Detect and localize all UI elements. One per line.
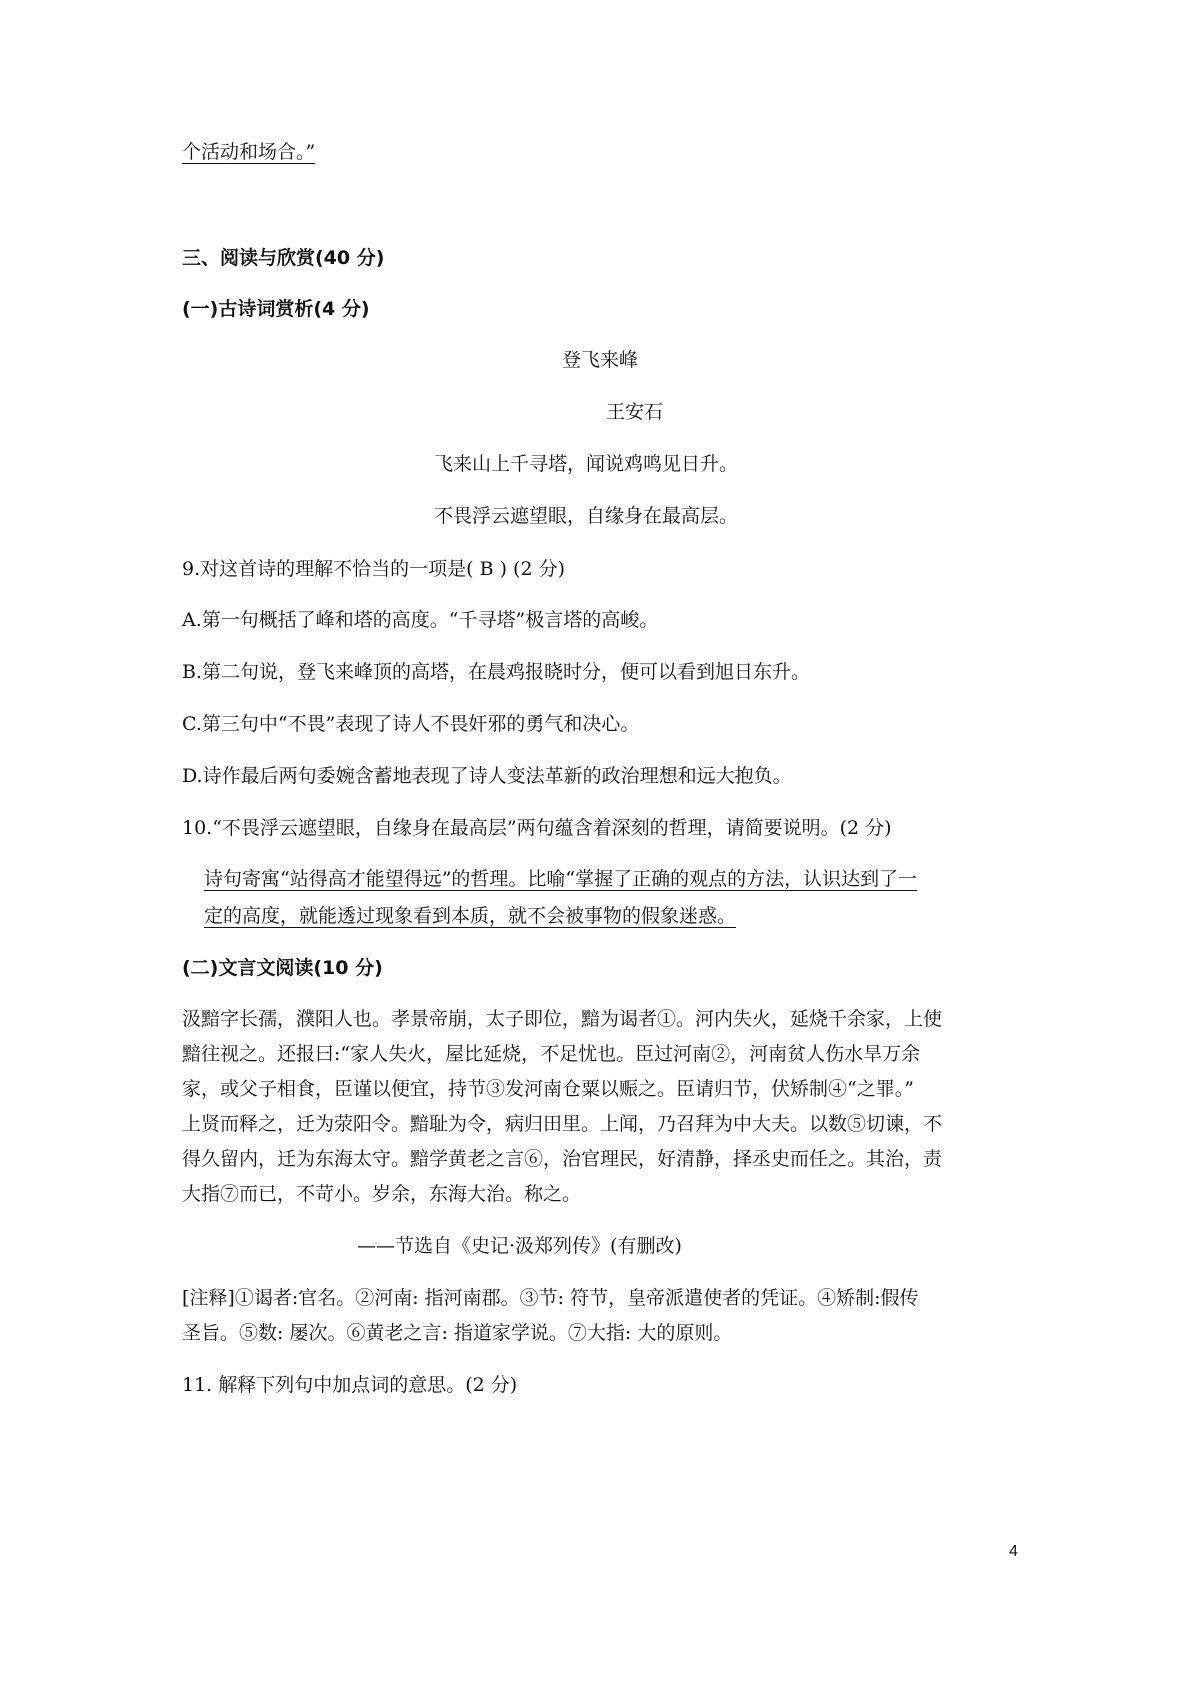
section-heading: 三、阅读与欣赏(40 分) (182, 247, 385, 269)
passage-line: 黯往视之。还报曰:“家人失火，屋比延烧，不足忧也。臣过河南②，河南贫人伤水旱万余 (182, 1043, 921, 1065)
question-10-answer-line-2: 定的高度，就能透过现象看到本质，就不会被事物的假象迷惑。 (204, 905, 737, 927)
question-9-option-a: A.第一句概括了峰和塔的高度。“千寻塔”极言塔的高峻。 (182, 609, 659, 631)
passage-source: ——节选自《史记·汲郑列传》(有删改) (357, 1235, 682, 1257)
continuation-answer-line: 个活动和场合。” (182, 141, 316, 163)
question-11-stem: 11. 解释下列句中加点词的意思。(2 分) (182, 1374, 518, 1396)
annotation-line-2: 圣旨。⑤数: 屡次。⑥黄老之言: 指道家学说。⑦大指: 大的原则。 (182, 1322, 733, 1344)
passage-line: 得久留内，迁为东海太守。黯学黄老之言⑥，治官理民，好清静，择丞史而任之。其治，责 (182, 1148, 943, 1170)
poem-line-2: 不畏浮云遮望眼，自缘身在最高层。 (434, 505, 739, 527)
passage-line: 汲黯字长孺，濮阳人也。孝景帝崩，太子即位，黯为谒者①。河内失火，延烧千余家，上使 (182, 1008, 943, 1030)
poem-title: 登飞来峰 (562, 349, 639, 371)
question-9-option-b: B.第二句说，登飞来峰顶的高塔，在晨鸡报晓时分，便可以看到旭日东升。 (182, 661, 811, 683)
annotation-line-1: [注释]①谒者:官名。②河南: 指河南郡。③节: 符节，皇帝派遣使者的凭证。④矫制:假传 (182, 1287, 919, 1309)
question-9-option-c: C.第三句中“不畏”表现了诗人不畏奸邪的勇气和决心。 (182, 713, 640, 735)
question-9-option-d: D.诗作最后两句委婉含蓄地表现了诗人变法革新的政治理想和远大抱负。 (182, 765, 792, 787)
passage-line: 家，或父子相食，臣谨以便宜，持节③发河南仓粟以赈之。臣请归节，伏矫制④“之罪。” (182, 1078, 914, 1100)
page-number: 4 (1009, 1543, 1018, 1560)
question-10-answer-line-1: 诗句寄寓“站得高才能望得远”的哲理。比喻“掌握了正确的观点的方法，认识达到了一 (204, 868, 918, 890)
subsection-heading-classical: (二)文言文阅读(10 分) (182, 957, 383, 979)
passage-line: 大指⑦而已，不苛小。岁余，东海大治。称之。 (182, 1183, 582, 1205)
question-9-stem: 9.对这首诗的理解不恰当的一项是( B ) (2 分) (182, 558, 565, 580)
poem-author: 王安石 (606, 401, 664, 423)
subsection-heading-poetry: (一)古诗词赏析(4 分) (182, 298, 370, 320)
poem-line-1: 飞来山上千寻塔，闻说鸡鸣见日升。 (434, 453, 739, 475)
passage-line: 上贤而释之，迁为荥阳令。黯耻为令，病归田里。上闻，乃召拜为中大夫。以数⑤切谏，不 (182, 1113, 943, 1135)
question-10-stem: 10.“不畏浮云遮望眼，自缘身在最高层”两句蕴含着深刻的哲理，请简要说明。(2 分) (182, 817, 892, 839)
